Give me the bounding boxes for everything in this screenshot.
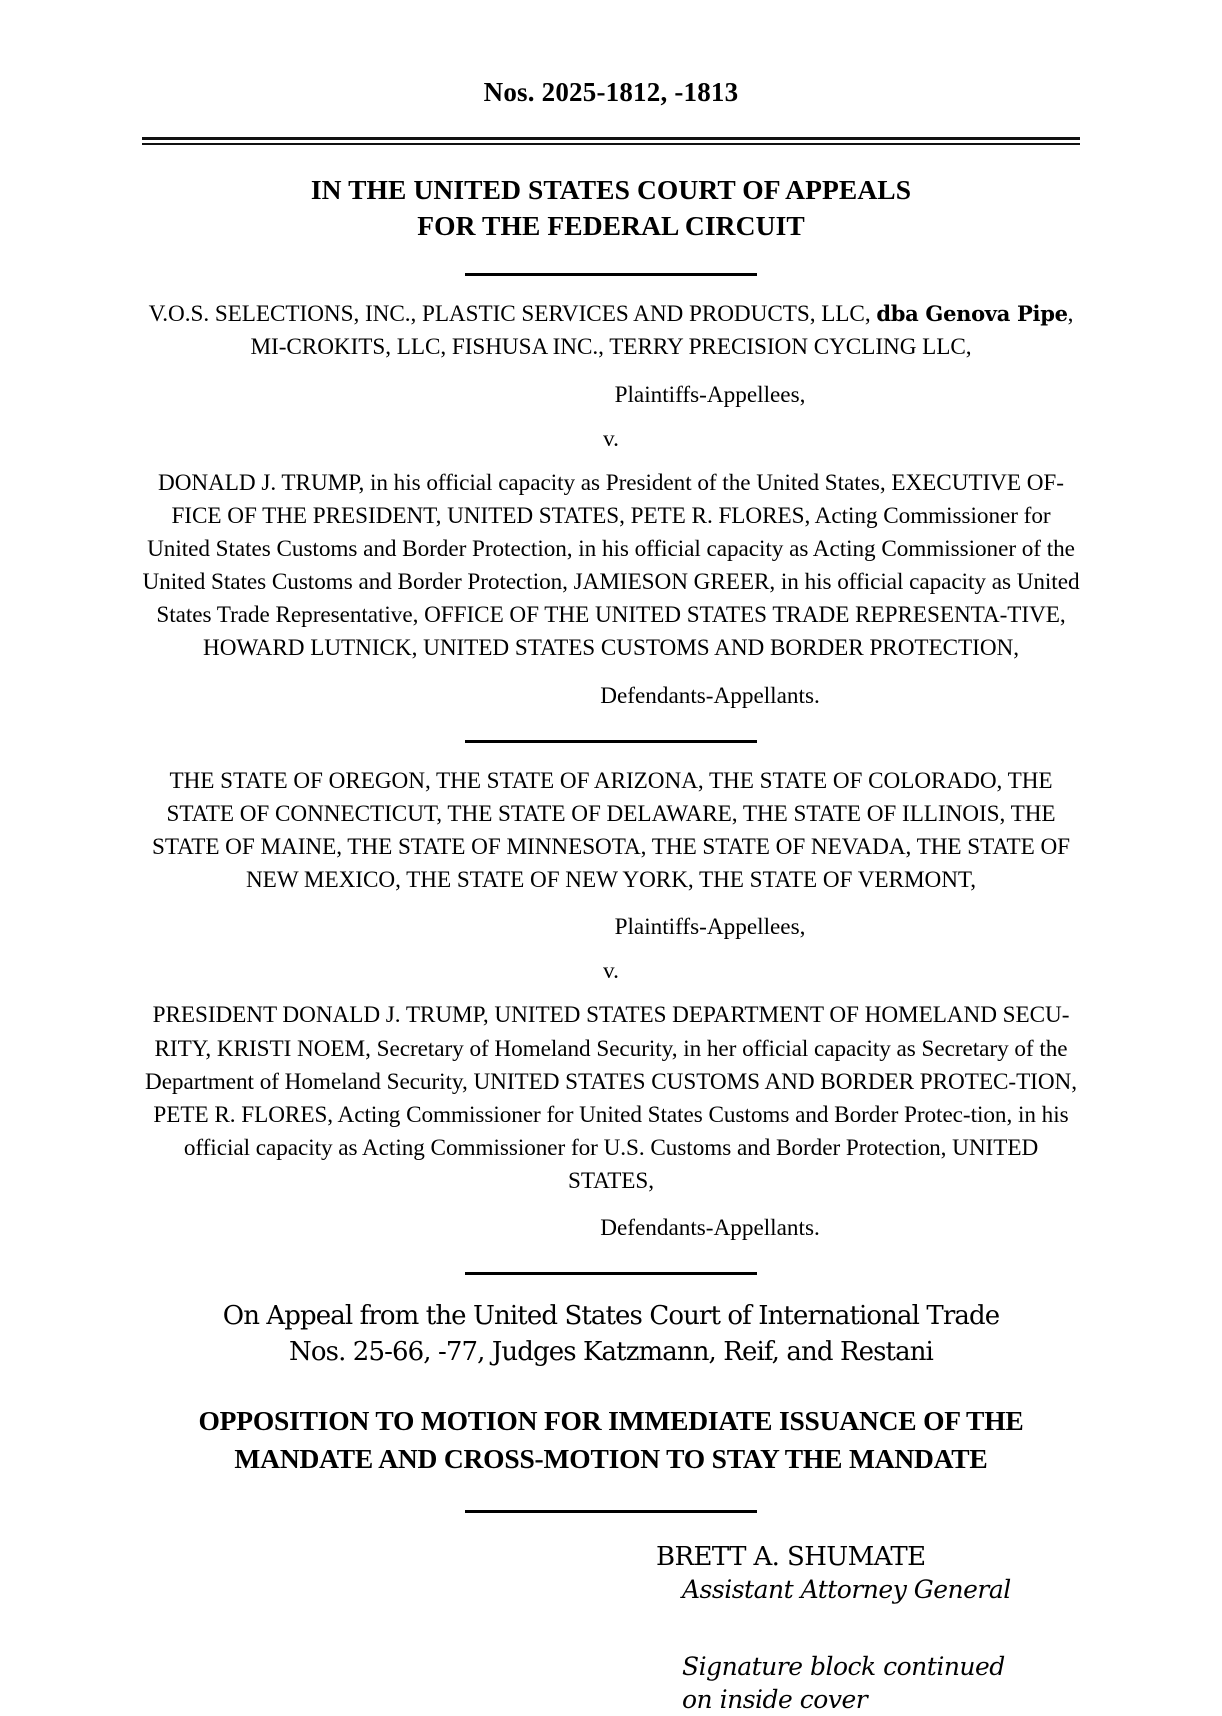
caption-two-defendants: PRESIDENT DONALD J. TRUMP, UNITED STATES DEPARTMENT OF HOMELAND SECU-RITY, KRISTI NOEM, Secretary of Homeland Security, in her official capacity as Secretary of the Department of Homeland Security, UNITED STATES CUSTOMS AND BORDER PROTEC-TION, PETE R. FLORES, Acting Commissioner for United States Customs and Border Protec-tion, in his official capacity as Acting Commissioner for U.S. Customs and Border Protection, UNITED STATES, (145, 1002, 1077, 1195)
appeal-from-line-2: Nos. 25-66, -77, Judges Katzmann, Reif, and Restani (289, 1337, 933, 1368)
case-numbers: Nos. 2025-1812, -1813 (483, 77, 739, 107)
document-title-line-1: OPPOSITION TO MOTION FOR IMMEDIATE ISSUANCE OF THE (198, 1405, 1024, 1437)
caption-separator-rule-3 (465, 1272, 757, 1275)
header-double-rule (142, 137, 1080, 145)
caption-one-plaintiffs-dba: dba Genova Pipe (876, 301, 1068, 327)
caption-one-defendants: DONALD J. TRUMP, in his official capacity as President of the United States, EXECUTIVE OF-FICE OF THE PRESIDENT, UNITED STATES, PETE R. FLORES, Acting Commissioner for United States Customs and Border Protection, in his official capacity as Acting Commissioner of the United States Customs and Border Protection, JAMIESON GREER, in his official capacity as United States Trade Representative, OFFICE OF THE UNITED STATES TRADE REPRESENTA-TIVE, HOWARD LUTNICK, UNITED STATES CUSTOMS AND BORDER PROTECTION, (142, 469, 1080, 662)
caption-one-plaintiffs-part-1: V.O.S. SELECTIONS, INC., PLASTIC SERVICES AND PRODUCTS, LLC, (148, 301, 877, 328)
caption-two-defendants-role: Defendants-Appellants. (600, 1215, 820, 1242)
signature-separator-rule (465, 1510, 757, 1513)
caption-one-plaintiffs-part-2: , MI-CROKITS, LLC, FISHUSA INC., TERRY PRECISION CYCLING LLC, (250, 301, 1074, 361)
caption-two-plaintiffs-role: Plaintiffs-Appellees, (614, 914, 806, 941)
signature-attorney-name: BRETT A. SHUMATE (656, 1542, 926, 1572)
caption-one-plaintiffs (142, 298, 1080, 364)
caption-one-plaintiffs-role: Plaintiffs-Appellees, (614, 381, 806, 408)
document-content (142, 0, 1080, 1716)
caption-two-plaintiffs: THE STATE OF OREGON, THE STATE OF ARIZONA, THE STATE OF COLORADO, THE STATE OF CONNECTICUT, THE STATE OF DELAWARE, THE STATE OF ILLINOIS, THE STATE OF MAINE, THE STATE OF MINNESOTA, THE STATE OF NEVADA, THE STATE OF NEW MEXICO, THE STATE OF NEW YORK, THE STATE OF VERMONT, (151, 767, 1071, 894)
signature-continued-line-2: on inside cover (682, 1685, 868, 1714)
signature-continued-line-1: Signature block continued (682, 1652, 1005, 1681)
caption-one-versus: v. (603, 425, 619, 452)
caption-one-defendants-role: Defendants-Appellants. (600, 682, 820, 709)
caption-separator-rule-1 (465, 273, 757, 276)
appeal-from-line-1: On Appeal from the United States Court of International Trade (222, 1301, 1000, 1332)
appeal-from-block (142, 1299, 1080, 1371)
document-title (142, 1402, 1080, 1478)
caption-separator-rule-2 (465, 740, 757, 743)
signature-continued-note (632, 1650, 1080, 1716)
signature-block (142, 1541, 1080, 1716)
caption-two-versus: v. (603, 958, 619, 985)
court-name-line-1: IN THE UNITED STATES COURT OF APPEALS (310, 173, 912, 205)
court-name-line-2: FOR THE FEDERAL CIRCUIT (417, 209, 805, 241)
document-title-line-2: MANDATE AND CROSS-MOTION TO STAY THE MANDATE (234, 1443, 988, 1475)
signature-attorney-title: Assistant Attorney General (682, 1574, 1011, 1604)
court-name (142, 172, 1080, 245)
